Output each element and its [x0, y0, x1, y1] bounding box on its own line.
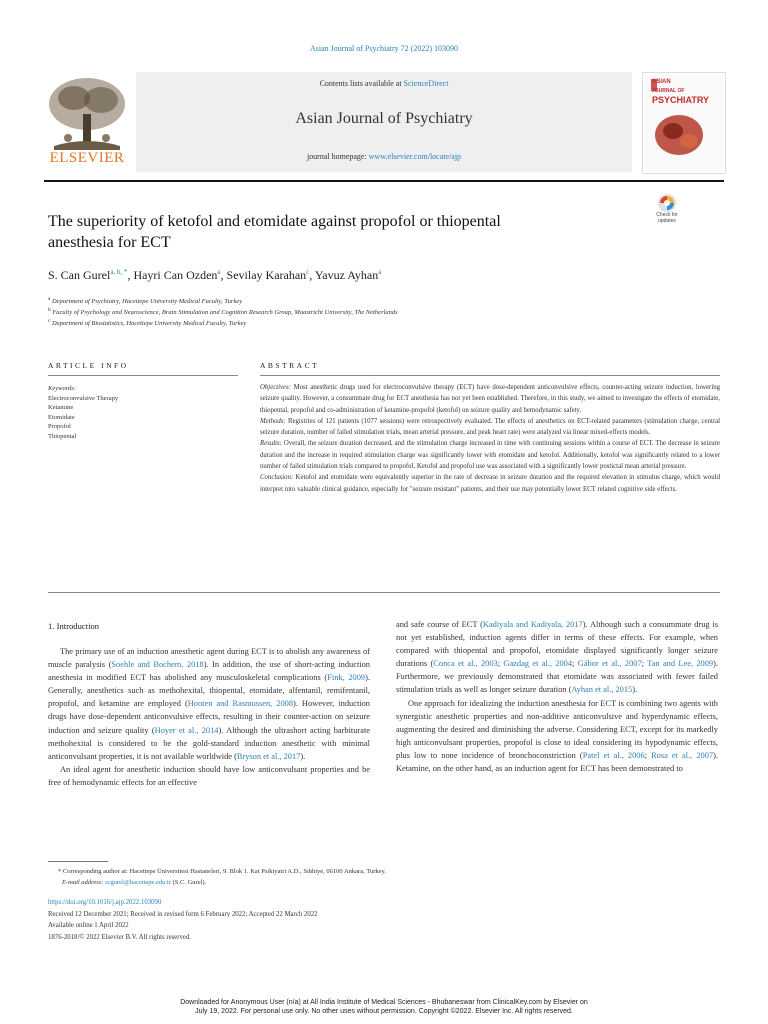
abstract-label: Objectives:	[260, 384, 291, 391]
footnote	[48, 866, 728, 888]
citation-link[interactable]: Soehle and Bochem, 2018	[111, 660, 204, 670]
affiliation-text: Department of Psychiatry, Hacettepe University Medical Faculty, Turkey	[52, 298, 243, 306]
body-text: ;	[641, 659, 648, 669]
received-dates: Received 12 December 2021; Received in revised form 6 February 2022; Accepted 22 March 2022	[48, 910, 318, 918]
affiliation	[48, 296, 242, 305]
email-label: E-mail address:	[62, 879, 106, 886]
abstract-text: Overall, the seizure duration decreased, and the stimulation charge increased in time with continuing sessions within a course of ECT. The decrease in seizure duration and the increase in required stimulation charge was significantly lower with etomidate and ketofol. Additionally, ketofol was significantly related to a lower number of failed stimulation trials compared to propofol. Ketofol and propofol use was associated with a significantly lower postictal mean arterial pressure.	[260, 440, 720, 471]
copyright-line: 1876-2018/© 2022 Elsevier B.V. All rights reserved.	[48, 933, 192, 941]
body-text: ). Ketamine, on the other hand, as an induction agent for ECT has been demonstrated to	[396, 750, 718, 774]
article-title-line: anesthesia for ECT	[48, 234, 171, 251]
author-affiliation-marker: c	[306, 268, 310, 276]
body-paragraph	[396, 618, 718, 697]
journal-title: Asian Journal of Psychiatry	[295, 110, 473, 127]
download-notice-line: Downloaded for Anonymous User (n/a) at All India Institute of Medical Sciences - Bhubaneswar from ClinicalKey.com by Elsevier on	[180, 999, 588, 1006]
contents-line	[136, 79, 632, 88]
abstract-label: Methods:	[260, 417, 286, 425]
citation-link[interactable]: Gazdag et al., 2004	[503, 659, 573, 669]
body-text: ).	[632, 685, 638, 695]
body-paragraph: An ideal agent for anesthetic induction should have low anticonvulsant properties and be free of hemodynamic effects for an effective	[48, 764, 370, 787]
citation-link[interactable]: Fink, 2009	[327, 673, 366, 683]
affiliation-text: Department of Biostatistics, Hacettepe University Medical Faculty, Turkey	[52, 320, 247, 328]
citation-link[interactable]: Conca et al., 2003	[433, 659, 498, 669]
author-name[interactable]: Hayri Can Ozden	[133, 268, 218, 282]
abstract-label: Conclusion:	[260, 474, 294, 482]
citation-link[interactable]: Bryson et al., 2017	[236, 751, 301, 761]
keyword: Thiopental	[48, 432, 77, 440]
article-title-line: The superiority of ketofol and etomidate against propofol or thiopental	[48, 213, 501, 230]
elsevier-wordmark: ELSEVIER	[49, 150, 125, 166]
contents-prefix: Contents lists available at	[319, 79, 404, 88]
cover-title-line: ASIAN	[652, 79, 671, 85]
abstract-heading: ABSTRACT	[260, 361, 320, 370]
check-for-updates-icon[interactable]	[648, 192, 686, 230]
journal-reference[interactable]: Asian Journal of Psychiatry 72 (2022) 103090	[310, 44, 458, 53]
body-column-left	[48, 645, 370, 789]
available-online: Available online 1 April 2022	[48, 922, 129, 929]
citation-link[interactable]: Rosa et al., 2007	[651, 750, 714, 760]
citation-link[interactable]: Patel et al., 2006	[582, 750, 645, 760]
correspondence-note: * Corresponding author at: Hacettepe Üniversitesi Hastaneleri, 9. Blok 1. Kat Psikiyatri A.D., Sıhhiye, 06100 Ankara, Turkey.	[58, 868, 386, 875]
abstract-body	[260, 382, 720, 495]
journal-homepage-line	[136, 152, 632, 161]
body-text: ). Furthermore, we previously demonstrated that etomidate was associated with fewer failed stimulation trials as well as longer seizure duration (	[396, 659, 718, 695]
body-text: The primary use of an induction anesthetic agent during ECT is to abolish any awareness of muscle paralysis (	[48, 647, 370, 670]
citation-link[interactable]: Gábor et al., 2007	[577, 659, 642, 669]
abstract-conclusion	[260, 472, 720, 495]
body-text: ). In addition, the use of short-acting induction anesthesia in modified ECT has abolished any musculoskeletal complications (	[48, 660, 370, 683]
keywords-block	[48, 384, 238, 442]
article-info-rule	[48, 375, 238, 376]
author-name[interactable]: S. Can Gurel	[48, 268, 111, 282]
body-text: ). Although the ultrashort acting barbiturate methohexital is considered to be the gold-standard induction anesthetic with minimal anticonvulsant properties, it is not available worldwide (	[48, 725, 370, 761]
author-list: S. Can Gurel$^{a, b, *}$, Hayri Can Ozden$^a$, Sevilay Karahan$^c$, Yavuz Ayhan$^a$	[48, 268, 382, 282]
citation-link[interactable]: Hooten and Rasmussen, 2008	[187, 699, 294, 709]
affiliation	[48, 318, 246, 327]
citation-link[interactable]: Tan and Lee, 2009	[647, 659, 714, 669]
keywords-label: Keywords:	[48, 385, 76, 392]
body-text: ). However, induction drugs have dose-dependent anticonvulsive effects, resulting in their counter-action on seizure induction and seizure quality (	[48, 699, 370, 735]
author-affiliation-marker: a	[378, 268, 382, 276]
keyword: Electroconvulsive Therapy	[48, 394, 119, 402]
affiliation-marker: c	[48, 318, 51, 324]
body-column-right	[396, 618, 718, 775]
footnote-rule	[48, 861, 108, 862]
keyword: Etomidate	[48, 413, 75, 421]
keyword: Ketamine	[48, 404, 74, 412]
body-text: ;	[572, 659, 578, 669]
doi-link[interactable]: https://doi.org/10.1016/j.ajp.2022.103090	[48, 899, 162, 906]
abstract-text: Registries of 121 patients (1077 sessions) were retrospectively evaluated. The effects of anesthetics on ECT-related parameters (stimulation charge, central seizure duration, number of failed stimulation trials, mean arterial pressure, and peak heart rate) were analyzed via linear mixed-effects models.	[260, 417, 720, 437]
author-name[interactable]: Sevilay Karahan	[226, 268, 307, 282]
abstract-objectives	[260, 382, 720, 416]
author-affiliation-marker: a, b, *	[110, 268, 128, 276]
abstract-rule	[260, 375, 720, 376]
body-paragraph	[48, 645, 370, 763]
body-text: ;	[497, 659, 504, 669]
abstract-text: Ketofol and etomidate were equivalently superior in the rate of decrease in seizure duration and the required elevation in stimulus charge, which would interpret into valuable clinical guidance, especially for "seizure resistant" patients, and their use may potentially lower ECT related cognitive side effects.	[260, 474, 720, 493]
affiliation-marker: b	[48, 307, 51, 313]
citation-link[interactable]: Ayhan et al., 2015	[571, 685, 633, 695]
affiliation	[48, 307, 398, 316]
author-name[interactable]: Yavuz Ayhan	[314, 268, 379, 282]
article-info-heading: ARTICLE INFO	[48, 361, 129, 370]
email-line	[48, 877, 728, 888]
abstract-bottom-rule	[48, 592, 720, 593]
affiliation-text: Faculty of Psychology and Neuroscience, Brain Stimulation and Cognition Research Group, Maastricht University, The Netherlands	[52, 309, 398, 317]
body-text: ). Although such a consummate drug is not yet established, induction agents differ in terms of these effects. For example, when compared with thiopental and propofol, etomidate displayed significantly longer seizure durations (	[396, 620, 718, 669]
body-text: ;	[644, 750, 652, 760]
check-for-updates-label[interactable]: Check for updates	[656, 212, 678, 224]
journal-homepage-link[interactable]: www.elsevier.com/locate/ajp	[368, 152, 462, 161]
citation-link[interactable]: Hoyer et al., 2014	[154, 725, 219, 735]
sciencedirect-link[interactable]: ScienceDirect	[403, 79, 449, 88]
email-link[interactable]: scgurel@hacettepe.edu.tr	[105, 879, 171, 886]
abstract-label: Results:	[260, 440, 282, 448]
abstract-methods	[260, 416, 720, 439]
body-paragraph	[396, 697, 718, 776]
body-text: and safe course of ECT (	[396, 620, 483, 629]
cover-title	[652, 78, 722, 105]
publication-info	[48, 897, 728, 943]
body-text: ). Generally, anesthetics such as methohexital, thiopental, etomidate, alfentanil, remifentanil, propofol, and ketamine are employed (	[48, 673, 370, 709]
header-divider	[44, 180, 724, 182]
abstract-results	[260, 438, 720, 472]
section-heading-introduction: 1. Introduction	[48, 621, 100, 631]
homepage-prefix: journal homepage:	[306, 152, 369, 161]
abstract-text: Most anesthetic drugs used for electroconvulsive therapy (ECT) have dose-dependent anticonvulsive effects, counter-acting seizure induction, lowering seizure quality. However, a consummate drug for ECT anesthesia has not yet been established. Therefore, in this study, we aimed to investigate the effects of etomidate, thiopental, propofol and co-administration of ketamine-propofol (ketofol) on seizure quality and hemodynamic safety.	[260, 384, 721, 414]
download-notice-line: July 19, 2022. For personal use only. No other uses without permission. Copyright ©2022. Elsevier Inc. All rights reserved.	[195, 1008, 573, 1015]
affiliation-marker: a	[48, 296, 51, 302]
keyword: Propofol	[48, 423, 71, 431]
cover-title-line: PSYCHIATRY	[652, 95, 710, 105]
email-suffix: (S.C. Gurel).	[171, 879, 207, 886]
body-text: One approach for idealizing the induction anesthesia for ECT is combining two agents with synergistic anesthetic properties and non-additive anticonvulsive and hyperdynamic effects, augmenting the desired and diminishing the adverse. Considering ECT, except for its markedly high anticonvulsant properties, propofol is close to ideal considering its hypodynamic effects, plus low to none incidence of bronchoconstriction (	[396, 698, 718, 760]
download-notice	[0, 998, 768, 1016]
citation-link[interactable]: Kadiyala and Kadiyala, 2017	[482, 620, 583, 629]
article-title	[48, 211, 648, 253]
body-text: ).	[300, 751, 306, 761]
cover-title-line: JOURNAL OF	[652, 88, 685, 94]
author-affiliation-marker: a	[217, 268, 221, 276]
